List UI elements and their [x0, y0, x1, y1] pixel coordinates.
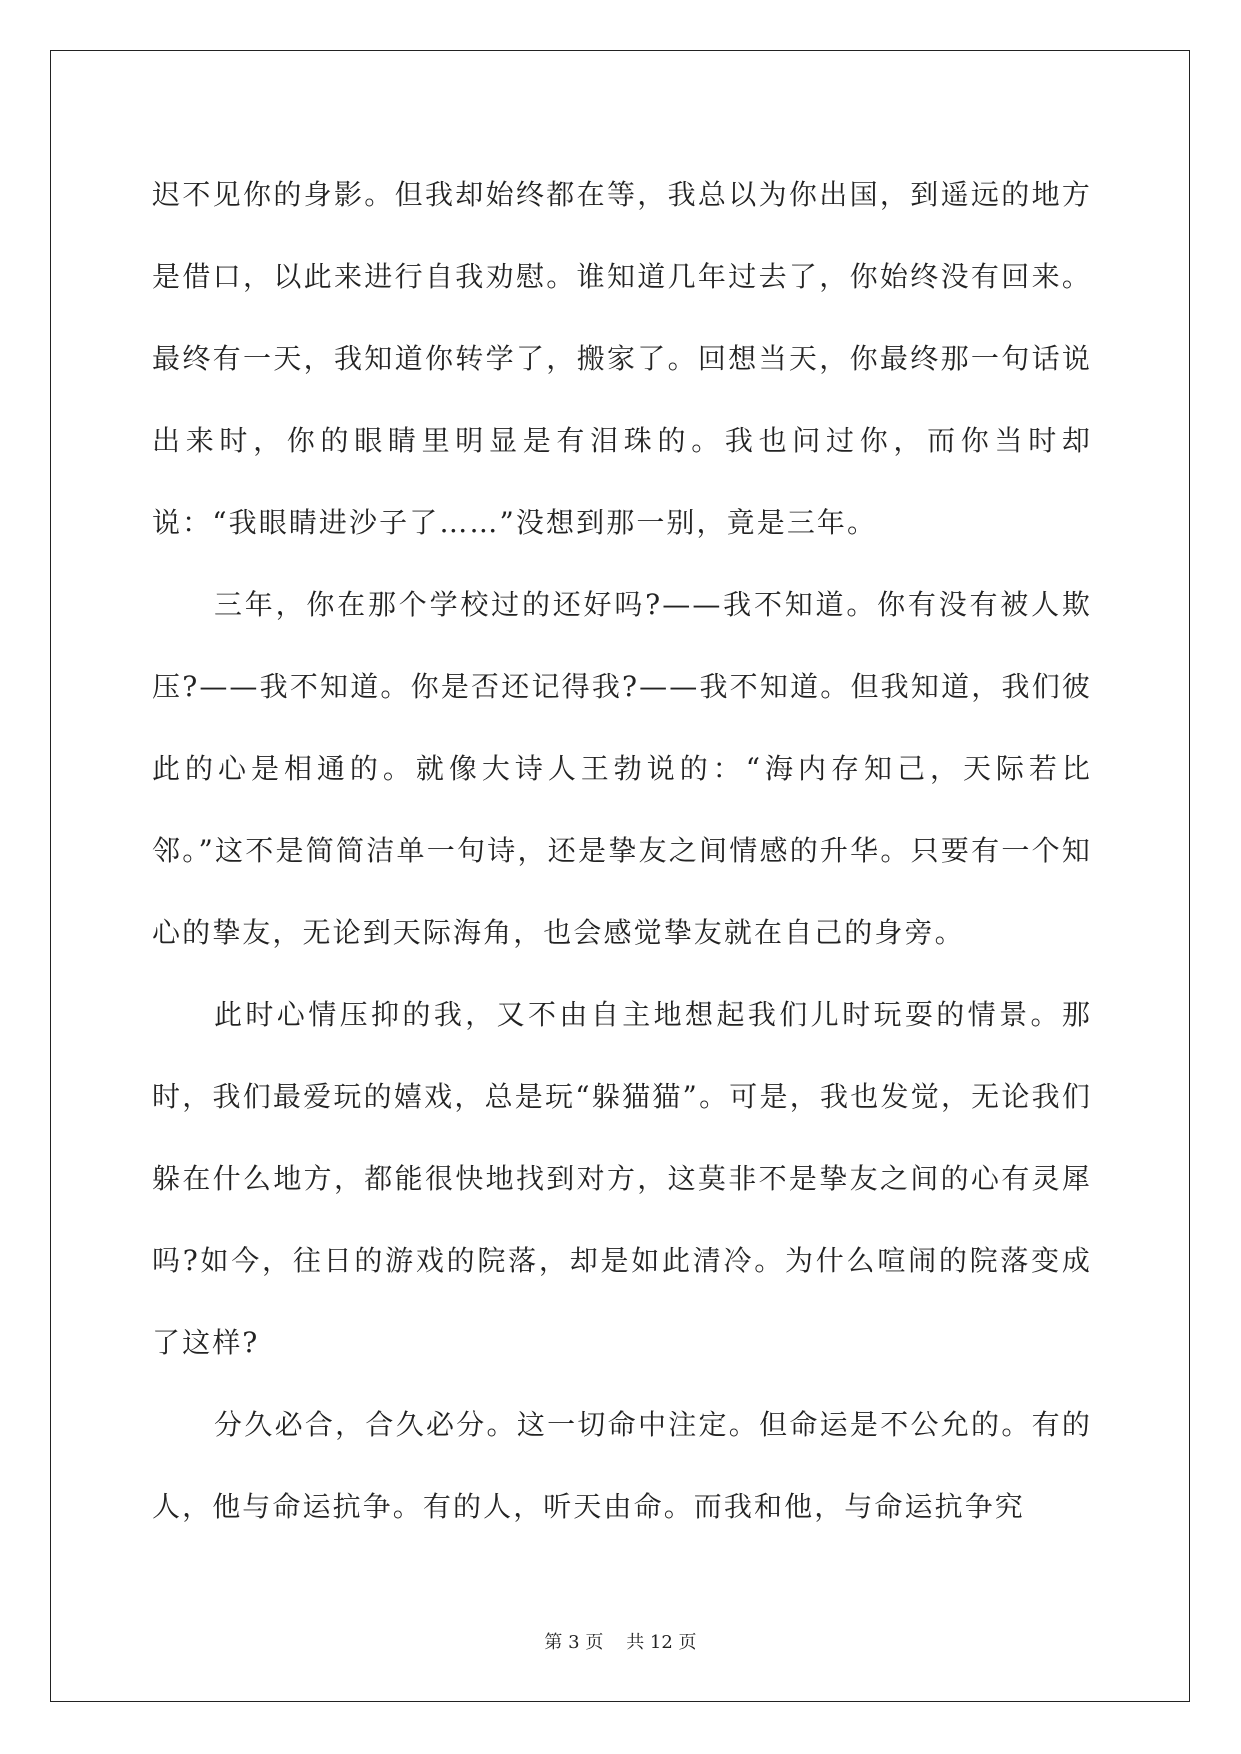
paragraph-4: 分久必合，合久必分。这一切命中注定。但命运是不公允的。有的人，他与命运抗争。有的人，听天由命。而我和他，与命运抗争究: [152, 1408, 1092, 1523]
paragraph-3: 此时心情压抑的我，又不由自主地想起我们儿时玩耍的情景。那时，我们最爱玩的嬉戏，总是玩“躲猫猫”。可是，我也发觉，无论我们躲在什么地方，都能很快地找到对方，这莫非不是挚友之间的心有灵犀吗?如今，往日的游戏的院落，却是如此清冷。为什么喧闹的院落变成了这样?: [152, 998, 1092, 1359]
document-body: [152, 154, 1092, 1548]
paragraph-1: 迟不见你的身影。但我却始终都在等，我总以为你出国，到遥远的地方是借口，以此来进行自我劝慰。谁知道几年过去了，你始终没有回来。最终有一天，我知道你转学了，搬家了。回想当天，你最终那一句话说出来时，你的眼睛里明显是有泪珠的。我也问过你，而你当时却说：“我眼睛进沙子了……”没想到那一别，竟是三年。: [152, 178, 1092, 539]
page-number-footer: 第 3 页 共 12 页: [544, 1632, 697, 1653]
paragraph-2: 三年，你在那个学校过的还好吗?——我不知道。你有没有被人欺压?——我不知道。你是否还记得我?——我不知道。但我知道，我们彼此的心是相通的。就像大诗人王勃说的：“海内存知己，天际若比邻。”这不是简简洁单一句诗，还是挚友之间情感的升华。只要有一个知心的挚友，无论到天际海角，也会感觉挚友就在自己的身旁。: [152, 588, 1092, 949]
